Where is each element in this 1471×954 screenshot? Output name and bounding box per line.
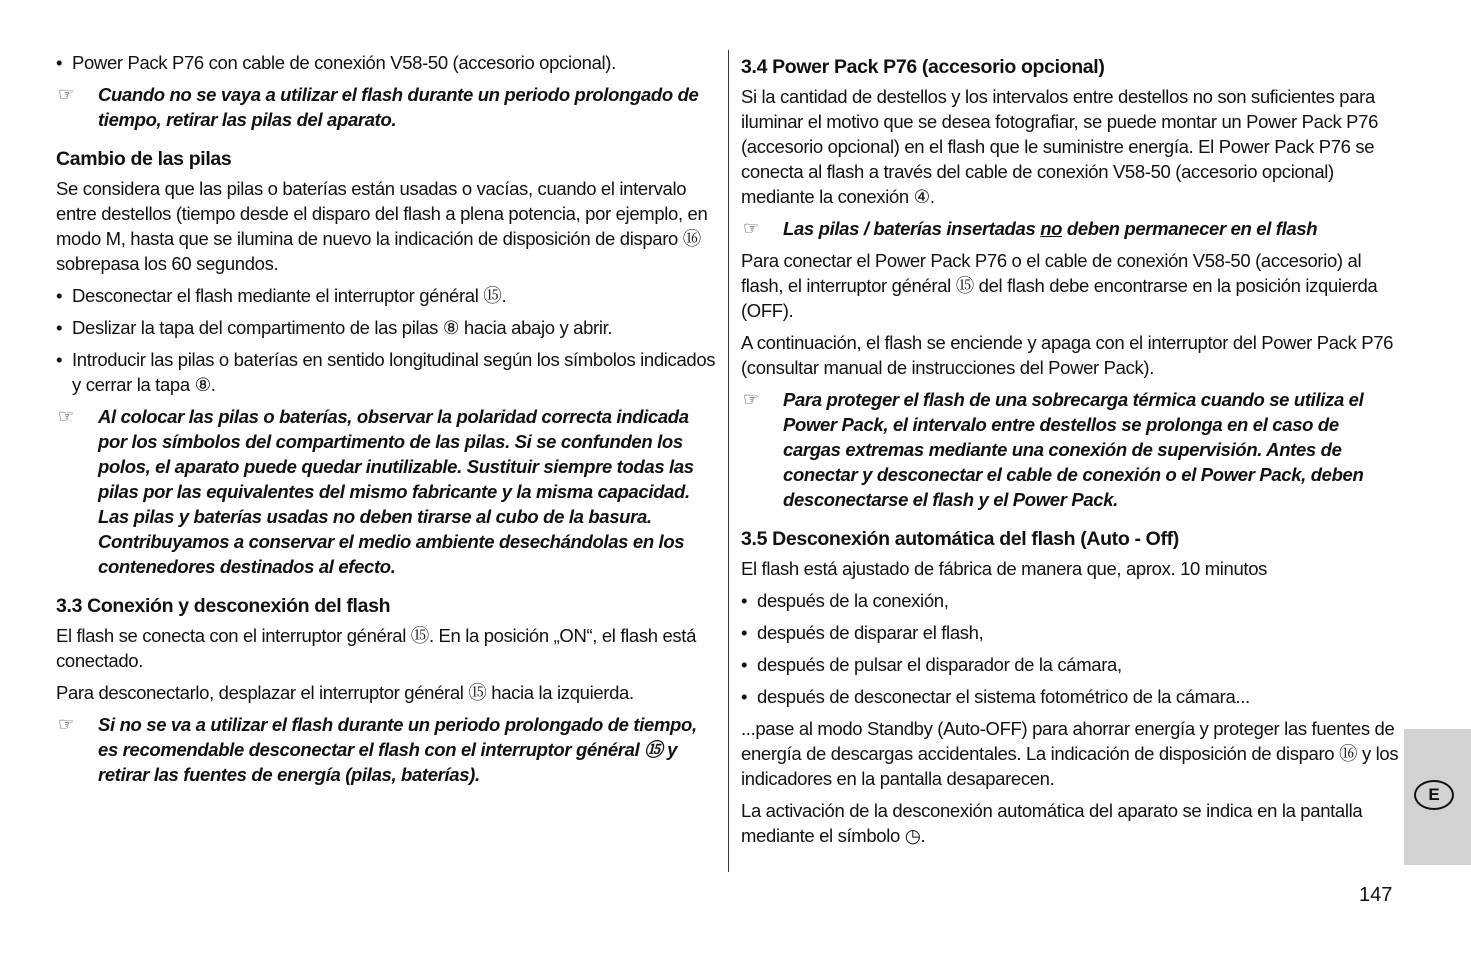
paragraph: Si la cantidad de destellos y los intervalos entre destellos no son suficientes para iluminar el motivo que se desea fotografiar, se puede montar un Power Pack P76 (accesorio opcional) en el flash que le suministre energía. El Power Pack P76 se conecta al flash a través del cable de conexión V58-50 (accesorio opcional) mediante la conexión ④. [741,86,1379,207]
paragraph: La activación de la desconexión automática del aparato se indica en la pantalla mediante el símbolo ◷. [741,800,1363,846]
bullet-text: después de pulsar el disparador de la cámara, [757,654,1122,675]
bullet-item [741,588,1401,613]
bullet-item [56,347,716,397]
language-tab [1404,729,1471,865]
paragraph: A continuación, el flash se enciende y apaga con el interruptor del Power Pack P76 (consultar manual de instrucciones del Power Pack). [741,332,1394,378]
bullet-icon: • [56,317,63,338]
note-text [783,216,1401,241]
note [56,82,716,132]
bullet-text: después de la conexión, [757,590,949,611]
pointing-hand-icon: ☞ [743,389,759,409]
bullet-icon: • [56,349,63,370]
pointing-hand-icon: ☞ [58,714,74,734]
bullet-text: Introducir las pilas o baterías en sentido longitudinal según los símbolos indicados y cerrar la tapa ⑧. [72,349,716,395]
right-column [741,50,1401,855]
bullet-icon: • [741,686,748,707]
bullet-item [741,620,1401,645]
note-text: Al colocar las pilas o baterías, observar la polaridad correcta indicada por los símbolos del compartimento de las pilas. Si se confunden los polos, el aparato puede quedar inutilizable. Sustituir siempre todas las pilas por las equivalentes del mismo fabricante y la misma capacidad. Las pilas y baterías usadas no deben tirarse al cubo de la basura. Contribuyamos a conservar el medio ambiente desechándolas en los contenedores destinados al efecto. [98,406,694,577]
bullet-text: Desconectar el flash mediante el interruptor général ⑮. [72,285,507,306]
paragraph: El flash se conecta con el interruptor général ⑮. En la posición „ON“, el flash está conectado. [56,625,697,671]
pointing-hand-icon: ☞ [743,218,759,238]
pointing-hand-icon: ☞ [58,84,74,104]
note-text-end: deben permanecer en el flash [1062,218,1318,239]
column-divider [728,50,729,872]
left-column [56,50,716,794]
bullet-text: Power Pack P76 con cable de conexión V58-50 (accesorio opcional). [72,52,616,73]
bullet-text: después de desconectar el sistema fotométrico de la cámara... [757,686,1250,707]
section-heading: 3.5 Desconexión automática del flash (Auto - Off) [741,528,1179,550]
note [56,404,716,579]
note [741,387,1401,512]
bullet-item [741,652,1401,677]
bullet-text: después de disparar el flash, [757,622,984,643]
note [741,216,1401,241]
bullet-item [56,50,716,75]
paragraph: Para conectar el Power Pack P76 o el cable de conexión V58-50 (accesorio) al flash, el interruptor général ⑮ del flash debe encontrarse en la posición izquierda (OFF). [741,250,1378,321]
paragraph: Para desconectarlo, desplazar el interruptor général ⑮ hacia la izquierda. [56,682,634,703]
bullet-icon: • [741,590,748,611]
paragraph: ...pase al modo Standby (Auto-OFF) para ahorrar energía y proteger las fuentes de energía de descargas accidentales. La indicación de disposición de disparo ⑯ y los indicadores en la pantalla desaparecen. [741,718,1399,789]
section-heading: 3.3 Conexión y desconexión del flash [56,595,391,617]
bullet-item [56,315,716,340]
note-text: Si no se va a utilizar el flash durante un periodo prolongado de tiempo, es recomendable desconectar el flash con el interruptor général ⑮ y retirar las fuentes de energía (pilas, baterías). [98,714,697,785]
section-heading: 3.4 Power Pack P76 (accesorio opcional) [741,56,1105,78]
note-text: Cuando no se vaya a utilizar el flash durante un periodo prolongado de tiempo, retirar las pilas del aparato. [98,84,699,130]
bullet-item [56,283,716,308]
language-badge: E [1414,780,1454,810]
pointing-hand-icon: ☞ [58,406,74,426]
paragraph: El flash está ajustado de fábrica de manera que, aprox. 10 minutos [741,558,1268,579]
paragraph: Se considera que las pilas o baterías están usadas o vacías, cuando el intervalo entre destellos (tiempo desde el disparo del flash a plena potencia, por ejemplo, en modo M, hasta que se ilumina de nuevo la indicación de disposición de disparo ⑯ sobrepasa los 60 segundos. [56,178,708,274]
bullet-item [741,684,1401,709]
note-text-start: Las pilas / baterías insertadas [783,218,1041,239]
bullet-icon: • [56,52,63,73]
note [56,712,716,787]
note-underlined-word: no [1040,218,1063,239]
bullet-icon: • [56,285,63,306]
bullet-icon: • [741,622,748,643]
section-heading: Cambio de las pilas [56,148,232,170]
bullet-icon: • [741,654,748,675]
page-number: 147 [1359,884,1393,906]
bullet-text: Deslizar la tapa del compartimento de las pilas ⑧ hacia abajo y abrir. [72,317,613,338]
note-text: Para proteger el flash de una sobrecarga térmica cuando se utiliza el Power Pack, el intervalo entre destellos se prolonga en el caso de cargas extremas mediante una conexión de supervisión. Antes de conectar y desconectar el cable de conexión o el Power Pack, deben desconectarse el flash y el Power Pack. [783,389,1364,510]
